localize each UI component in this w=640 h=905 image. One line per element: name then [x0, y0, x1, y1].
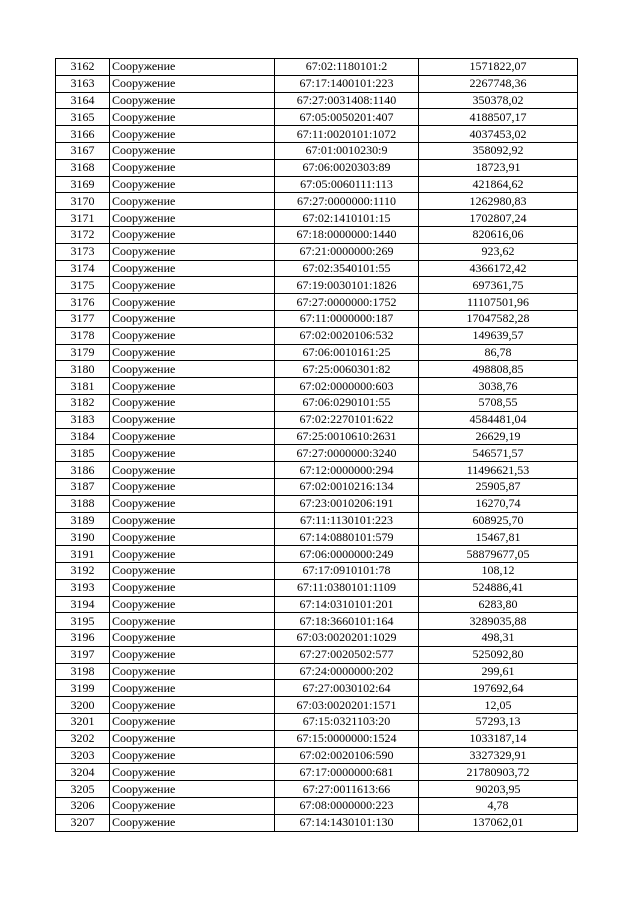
- cadastral-value: 525092,80: [419, 646, 578, 663]
- cadastral-value: 1702807,24: [419, 210, 578, 227]
- table-row: [56, 394, 578, 411]
- cadastral-value: 4037453,02: [419, 126, 578, 143]
- cadastral-number: 67:06:0020303:89: [275, 159, 419, 176]
- cadastral-value: 26629,19: [419, 428, 578, 445]
- cadastral-number: 67:12:0000000:294: [275, 462, 419, 479]
- cadastral-value: 137062,01: [419, 814, 578, 831]
- cadastral-value: 923,62: [419, 243, 578, 260]
- table-row: [56, 714, 578, 731]
- cadastral-number: 67:27:0000000:3240: [275, 445, 419, 462]
- row-number: 3202: [56, 730, 110, 747]
- cadastral-number: 67:11:0380101:1109: [275, 579, 419, 596]
- cadastral-value: 498,31: [419, 630, 578, 647]
- table-row: [56, 294, 578, 311]
- cadastral-number: 67:19:0030101:1826: [275, 277, 419, 294]
- cadastral-value: 15467,81: [419, 529, 578, 546]
- cadastral-number: 67:18:3660101:164: [275, 613, 419, 630]
- object-type: Сооружение: [110, 596, 275, 613]
- cadastral-number: 67:11:0020101:1072: [275, 126, 419, 143]
- row-number: 3201: [56, 714, 110, 731]
- cadastral-value: 4584481,04: [419, 411, 578, 428]
- object-type: Сооружение: [110, 529, 275, 546]
- row-number: 3162: [56, 59, 110, 76]
- cadastral-number: 67:11:0000000:187: [275, 310, 419, 327]
- cadastral-number: 67:02:2270101:622: [275, 411, 419, 428]
- row-number: 3175: [56, 277, 110, 294]
- row-number: 3173: [56, 243, 110, 260]
- object-type: Сооружение: [110, 378, 275, 395]
- row-number: 3196: [56, 630, 110, 647]
- row-number: 3206: [56, 798, 110, 815]
- table-row: [56, 126, 578, 143]
- cadastral-value: 358092,92: [419, 142, 578, 159]
- cadastral-value: 421864,62: [419, 176, 578, 193]
- table-row: [56, 92, 578, 109]
- table-row: [56, 210, 578, 227]
- object-type: Сооружение: [110, 327, 275, 344]
- cadastral-number: 67:25:0010610:2631: [275, 428, 419, 445]
- row-number: 3164: [56, 92, 110, 109]
- cadastral-value: 149639,57: [419, 327, 578, 344]
- cadastral-value: 608925,70: [419, 512, 578, 529]
- cadastral-value: 3289035,88: [419, 613, 578, 630]
- cadastral-number: 67:15:0000000:1524: [275, 730, 419, 747]
- row-number: 3187: [56, 478, 110, 495]
- object-type: Сооружение: [110, 445, 275, 462]
- row-number: 3182: [56, 394, 110, 411]
- cadastral-value: 820616,06: [419, 226, 578, 243]
- row-number: 3197: [56, 646, 110, 663]
- cadastral-number: 67:17:1400101:223: [275, 75, 419, 92]
- cadastral-number: 67:02:1410101:15: [275, 210, 419, 227]
- object-type: Сооружение: [110, 781, 275, 798]
- table-row: [56, 478, 578, 495]
- cadastral-number: 67:24:0000000:202: [275, 663, 419, 680]
- cadastral-value: 18723,91: [419, 159, 578, 176]
- object-type: Сооружение: [110, 613, 275, 630]
- cadastral-value: 21780903,72: [419, 764, 578, 781]
- cadastral-number: 67:03:0020201:1571: [275, 697, 419, 714]
- table-row: [56, 630, 578, 647]
- cadastral-value: 2267748,36: [419, 75, 578, 92]
- object-type: Сооружение: [110, 764, 275, 781]
- cadastral-value: 57293,13: [419, 714, 578, 731]
- table-row: [56, 75, 578, 92]
- object-type: Сооружение: [110, 243, 275, 260]
- table-row: [56, 814, 578, 831]
- cadastral-value: 11496621,53: [419, 462, 578, 479]
- table-row: [56, 798, 578, 815]
- table-row: [56, 176, 578, 193]
- table-row: [56, 781, 578, 798]
- row-number: 3193: [56, 579, 110, 596]
- row-number: 3166: [56, 126, 110, 143]
- object-type: Сооружение: [110, 546, 275, 563]
- row-number: 3183: [56, 411, 110, 428]
- table-row: [56, 546, 578, 563]
- cadastral-number: 67:27:0031408:1140: [275, 92, 419, 109]
- object-type: Сооружение: [110, 714, 275, 731]
- object-type: Сооружение: [110, 663, 275, 680]
- table-row: [56, 428, 578, 445]
- object-type: Сооружение: [110, 646, 275, 663]
- row-number: 3179: [56, 344, 110, 361]
- cadastral-value: 350378,02: [419, 92, 578, 109]
- object-type: Сооружение: [110, 226, 275, 243]
- object-type: Сооружение: [110, 310, 275, 327]
- row-number: 3167: [56, 142, 110, 159]
- row-number: 3169: [56, 176, 110, 193]
- cadastral-value: 3327329,91: [419, 747, 578, 764]
- table-row: [56, 445, 578, 462]
- cadastral-number: 67:02:0000000:603: [275, 378, 419, 395]
- cadastral-value: 25905,87: [419, 478, 578, 495]
- cadastral-number: 67:06:0010161:25: [275, 344, 419, 361]
- row-number: 3203: [56, 747, 110, 764]
- object-type: Сооружение: [110, 579, 275, 596]
- cadastral-number: 67:05:0060111:113: [275, 176, 419, 193]
- row-number: 3174: [56, 260, 110, 277]
- row-number: 3186: [56, 462, 110, 479]
- object-type: Сооружение: [110, 142, 275, 159]
- table-row: [56, 512, 578, 529]
- cadastral-value: 6283,80: [419, 596, 578, 613]
- cadastral-number: 67:17:0910101:78: [275, 562, 419, 579]
- object-type: Сооружение: [110, 126, 275, 143]
- table-row: [56, 59, 578, 76]
- object-type: Сооружение: [110, 344, 275, 361]
- object-type: Сооружение: [110, 512, 275, 529]
- cadastral-value: 3038,76: [419, 378, 578, 395]
- object-type: Сооружение: [110, 630, 275, 647]
- row-number: 3199: [56, 680, 110, 697]
- object-type: Сооружение: [110, 411, 275, 428]
- cadastral-value: 108,12: [419, 562, 578, 579]
- row-number: 3171: [56, 210, 110, 227]
- table-row: [56, 310, 578, 327]
- cadastral-number: 67:08:0000000:223: [275, 798, 419, 815]
- object-type: Сооружение: [110, 478, 275, 495]
- object-type: Сооружение: [110, 361, 275, 378]
- table-row: [56, 109, 578, 126]
- table-row: [56, 680, 578, 697]
- table-row: [56, 579, 578, 596]
- object-type: Сооружение: [110, 814, 275, 831]
- cadastral-value: 546571,57: [419, 445, 578, 462]
- cadastral-value: 58879677,05: [419, 546, 578, 563]
- table-row: [56, 277, 578, 294]
- table-row: [56, 159, 578, 176]
- object-type: Сооружение: [110, 92, 275, 109]
- cadastral-value: 498808,85: [419, 361, 578, 378]
- table-row: [56, 142, 578, 159]
- row-number: 3192: [56, 562, 110, 579]
- table-row: [56, 411, 578, 428]
- table-row: [56, 193, 578, 210]
- table-row: [56, 596, 578, 613]
- table-row: [56, 495, 578, 512]
- cadastral-number: 67:02:0010216:134: [275, 478, 419, 495]
- row-number: 3163: [56, 75, 110, 92]
- row-number: 3195: [56, 613, 110, 630]
- row-number: 3170: [56, 193, 110, 210]
- cadastral-value: 11107501,96: [419, 294, 578, 311]
- table-row: [56, 562, 578, 579]
- row-number: 3207: [56, 814, 110, 831]
- row-number: 3180: [56, 361, 110, 378]
- cadastral-value: 4366172,42: [419, 260, 578, 277]
- cadastral-value: 90203,95: [419, 781, 578, 798]
- object-type: Сооружение: [110, 730, 275, 747]
- cadastral-value: 4188507,17: [419, 109, 578, 126]
- row-number: 3198: [56, 663, 110, 680]
- cadastral-number: 67:27:0000000:1110: [275, 193, 419, 210]
- cadastral-number: 67:27:0011613:66: [275, 781, 419, 798]
- row-number: 3200: [56, 697, 110, 714]
- cadastral-value: 5708,55: [419, 394, 578, 411]
- object-type: Сооружение: [110, 109, 275, 126]
- cadastral-number: 67:27:0000000:1752: [275, 294, 419, 311]
- object-type: Сооружение: [110, 495, 275, 512]
- object-type: Сооружение: [110, 159, 275, 176]
- table-row: [56, 663, 578, 680]
- object-type: Сооружение: [110, 680, 275, 697]
- row-number: 3176: [56, 294, 110, 311]
- cadastral-number: 67:05:0050201:407: [275, 109, 419, 126]
- table-row: [56, 730, 578, 747]
- cadastral-number: 67:18:0000000:1440: [275, 226, 419, 243]
- row-number: 3165: [56, 109, 110, 126]
- cadastral-number: 67:06:0000000:249: [275, 546, 419, 563]
- cadastral-number: 67:02:3540101:55: [275, 260, 419, 277]
- table-row: [56, 361, 578, 378]
- table-row: [56, 260, 578, 277]
- cadastral-value: 4,78: [419, 798, 578, 815]
- table-row: [56, 378, 578, 395]
- row-number: 3178: [56, 327, 110, 344]
- row-number: 3172: [56, 226, 110, 243]
- object-type: Сооружение: [110, 798, 275, 815]
- cadastral-number: 67:03:0020201:1029: [275, 630, 419, 647]
- object-type: Сооружение: [110, 59, 275, 76]
- object-type: Сооружение: [110, 394, 275, 411]
- cadastral-number: 67:14:0880101:579: [275, 529, 419, 546]
- cadastral-number: 67:17:0000000:681: [275, 764, 419, 781]
- table-row: [56, 529, 578, 546]
- row-number: 3190: [56, 529, 110, 546]
- cadastral-value: 524886,41: [419, 579, 578, 596]
- cadastral-value: 697361,75: [419, 277, 578, 294]
- table-row: [56, 226, 578, 243]
- cadastral-number: 67:02:1180101:2: [275, 59, 419, 76]
- cadastral-value: 86,78: [419, 344, 578, 361]
- cadastral-value: 197692,64: [419, 680, 578, 697]
- object-type: Сооружение: [110, 260, 275, 277]
- cadastral-number: 67:27:0030102:64: [275, 680, 419, 697]
- row-number: 3194: [56, 596, 110, 613]
- object-type: Сооружение: [110, 210, 275, 227]
- table-row: [56, 327, 578, 344]
- cadastral-number: 67:21:0000000:269: [275, 243, 419, 260]
- object-type: Сооружение: [110, 294, 275, 311]
- table-row: [56, 613, 578, 630]
- object-type: Сооружение: [110, 176, 275, 193]
- object-type: Сооружение: [110, 562, 275, 579]
- table-row: [56, 462, 578, 479]
- registry-table-body: [56, 59, 578, 832]
- object-type: Сооружение: [110, 277, 275, 294]
- cadastral-number: 67:01:0010230:9: [275, 142, 419, 159]
- table-row: [56, 697, 578, 714]
- cadastral-number: 67:25:0060301:82: [275, 361, 419, 378]
- cadastral-number: 67:15:0321103:20: [275, 714, 419, 731]
- table-row: [56, 747, 578, 764]
- cadastral-number: 67:14:1430101:130: [275, 814, 419, 831]
- object-type: Сооружение: [110, 462, 275, 479]
- registry-table: [55, 58, 578, 832]
- object-type: Сооружение: [110, 428, 275, 445]
- row-number: 3181: [56, 378, 110, 395]
- cadastral-value: 1262980,83: [419, 193, 578, 210]
- cadastral-number: 67:02:0020106:532: [275, 327, 419, 344]
- object-type: Сооружение: [110, 697, 275, 714]
- row-number: 3205: [56, 781, 110, 798]
- object-type: Сооружение: [110, 747, 275, 764]
- row-number: 3204: [56, 764, 110, 781]
- cadastral-number: 67:14:0310101:201: [275, 596, 419, 613]
- cadastral-value: 17047582,28: [419, 310, 578, 327]
- object-type: Сооружение: [110, 75, 275, 92]
- row-number: 3177: [56, 310, 110, 327]
- cadastral-value: 1571822,07: [419, 59, 578, 76]
- cadastral-number: 67:11:1130101:223: [275, 512, 419, 529]
- cadastral-value: 299,61: [419, 663, 578, 680]
- table-row: [56, 344, 578, 361]
- cadastral-value: 1033187,14: [419, 730, 578, 747]
- row-number: 3184: [56, 428, 110, 445]
- cadastral-number: 67:23:0010206:191: [275, 495, 419, 512]
- cadastral-value: 12,05: [419, 697, 578, 714]
- table-row: [56, 646, 578, 663]
- object-type: Сооружение: [110, 193, 275, 210]
- cadastral-number: 67:27:0020502:577: [275, 646, 419, 663]
- row-number: 3168: [56, 159, 110, 176]
- table-row: [56, 243, 578, 260]
- table-row: [56, 764, 578, 781]
- row-number: 3188: [56, 495, 110, 512]
- row-number: 3189: [56, 512, 110, 529]
- cadastral-number: 67:06:0290101:55: [275, 394, 419, 411]
- cadastral-number: 67:02:0020106:590: [275, 747, 419, 764]
- row-number: 3185: [56, 445, 110, 462]
- row-number: 3191: [56, 546, 110, 563]
- cadastral-value: 16270,74: [419, 495, 578, 512]
